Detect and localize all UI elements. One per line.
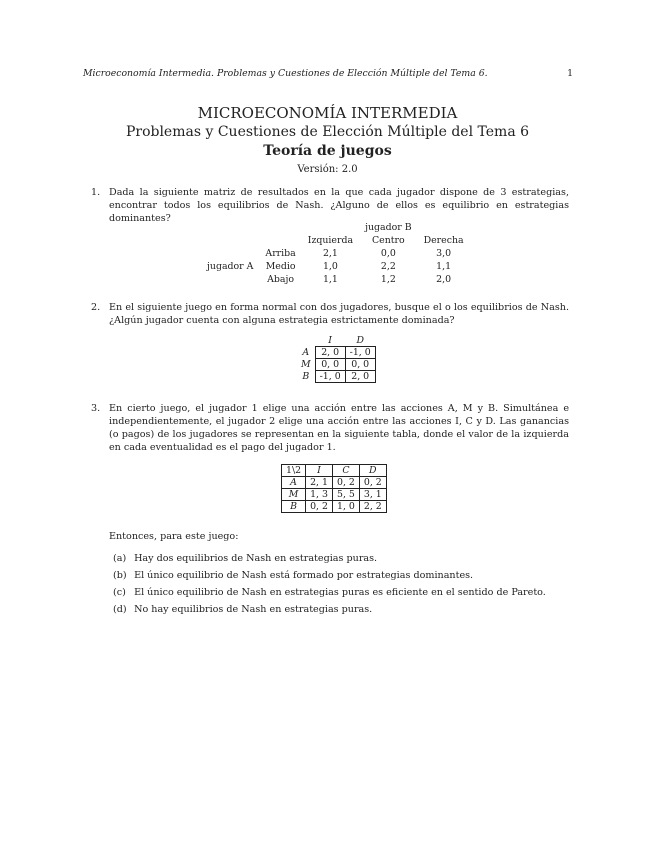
payoff-cell: -1, 0 [315, 371, 345, 383]
option-label: (a) [113, 553, 127, 564]
question-text: En cierto juego, el jugador 1 elige una acción entre las acciones A, M y B. Simultánea e independientemente, el jugador 2 elige una acción entre las acciones I, C y D. Las ganancias (o pagos) de los jugadores se representan en la siguiente tabla, donde el valor de la izquierda en cada eventualidad es el pago del jugador 1. [109, 403, 569, 453]
row-label: A [282, 477, 306, 489]
payoff-matrix-3 [281, 464, 387, 513]
payoff-cell: 2, 2 [359, 501, 386, 513]
payoff-matrix-2 [297, 335, 376, 383]
payoff-matrix-1 [201, 221, 470, 286]
row-label: B [302, 371, 310, 382]
column-header: I [328, 335, 332, 346]
title-block [0, 104, 655, 179]
payoff-cell: 2, 0 [345, 371, 375, 383]
column-header: C [332, 465, 359, 477]
row-label: B [282, 501, 306, 513]
table-row [297, 371, 375, 383]
table-row [282, 501, 387, 513]
column-header: Izquierda [307, 235, 354, 246]
payoff-cell: 2,1 [322, 248, 338, 259]
question-3 [93, 402, 569, 454]
option-text: No hay equilibrios de Nash en estrategias puras. [134, 604, 373, 615]
payoff-cell: 1,2 [380, 274, 396, 285]
payoff-cell: 0,0 [380, 248, 396, 259]
payoff-cell: 3,0 [436, 248, 452, 259]
column-header: I [306, 465, 333, 477]
option-text: Hay dos equilibrios de Nash en estrategias puras. [134, 553, 378, 564]
prompt-text: Entonces, para este juego: [109, 531, 239, 542]
payoff-cell: 1,1 [322, 274, 338, 285]
option-label: (d) [113, 604, 127, 615]
option-text: El único equilibrio de Nash en estrategias puras es eficiente en el sentido de Pareto. [134, 587, 546, 598]
table-row [297, 359, 375, 371]
payoff-cell: 1,0 [322, 261, 338, 272]
running-title: Microeconomía Intermedia. Problemas y Cuestiones de Elección Múltiple del Tema 6. [83, 68, 488, 79]
question-text: Dada la siguiente matriz de resultados en la que cada jugador dispone de 3 estrategias, encontrar todos los equilibrios de Nash. ¿Alguno de ellos es equilibrio en estrategias dominantes? [109, 187, 569, 224]
row-label: Abajo [267, 274, 295, 285]
question-2 [93, 301, 569, 327]
option-label: (b) [113, 570, 127, 581]
list-item [113, 567, 546, 584]
payoff-cell: 2, 0 [315, 347, 345, 359]
payoff-cell: 1, 0 [332, 501, 359, 513]
payoff-cell: 0, 2 [306, 501, 333, 513]
table-row [282, 489, 387, 501]
answer-options [113, 550, 546, 618]
topic-title: Teoría de juegos [263, 143, 392, 159]
payoff-cell: 2, 1 [306, 477, 333, 489]
table-row [282, 477, 387, 489]
payoff-cell: 1, 3 [306, 489, 333, 501]
option-label: (c) [113, 587, 126, 598]
table-row [201, 247, 470, 260]
corner-label: 1\2 [282, 465, 306, 477]
payoff-cell: 2,0 [436, 274, 452, 285]
payoff-cell: 5, 5 [332, 489, 359, 501]
row-label: M [301, 359, 311, 370]
payoff-cell: 3, 1 [359, 489, 386, 501]
question-number: 3. [91, 403, 101, 414]
player-b-label: jugador B [365, 222, 412, 233]
table-row [297, 347, 375, 359]
question-1 [93, 186, 569, 225]
page-number: 1 [567, 68, 573, 79]
list-item [113, 550, 546, 567]
course-title: MICROECONOMÍA INTERMEDIA [197, 104, 458, 122]
question-number: 2. [91, 302, 101, 313]
option-text: El único equilibrio de Nash está formado por estrategias dominantes. [134, 570, 474, 581]
list-item [113, 601, 546, 618]
payoff-cell: -1, 0 [345, 347, 375, 359]
column-header: Derecha [423, 235, 464, 246]
list-item [113, 584, 546, 601]
player-a-label: jugador A [207, 261, 254, 272]
column-header: Centro [372, 235, 405, 246]
payoff-cell: 0, 2 [359, 477, 386, 489]
payoff-cell: 1,1 [436, 261, 452, 272]
payoff-cell: 0, 0 [345, 359, 375, 371]
payoff-cell: 0, 0 [315, 359, 345, 371]
question-number: 1. [91, 187, 101, 198]
row-label: Medio [265, 261, 296, 272]
table-row [201, 260, 470, 273]
question-3-prompt [93, 530, 569, 543]
version-label: Versión: 2.0 [297, 164, 358, 175]
subtitle: Problemas y Cuestiones de Elección Múltiple del Tema 6 [125, 124, 530, 140]
row-label: M [282, 489, 306, 501]
running-header [83, 68, 573, 79]
row-label: A [302, 347, 310, 358]
column-header: D [359, 465, 386, 477]
payoff-cell: 0, 2 [332, 477, 359, 489]
payoff-cell: 2,2 [380, 261, 396, 272]
table-row [201, 273, 470, 286]
row-label: Arriba [265, 248, 296, 259]
column-header: D [356, 335, 364, 346]
question-text: En el siguiente juego en forma normal con dos jugadores, busque el o los equilibrios de Nash. ¿Algún jugador cuenta con alguna estrategia estrictamente dominada? [109, 302, 569, 326]
